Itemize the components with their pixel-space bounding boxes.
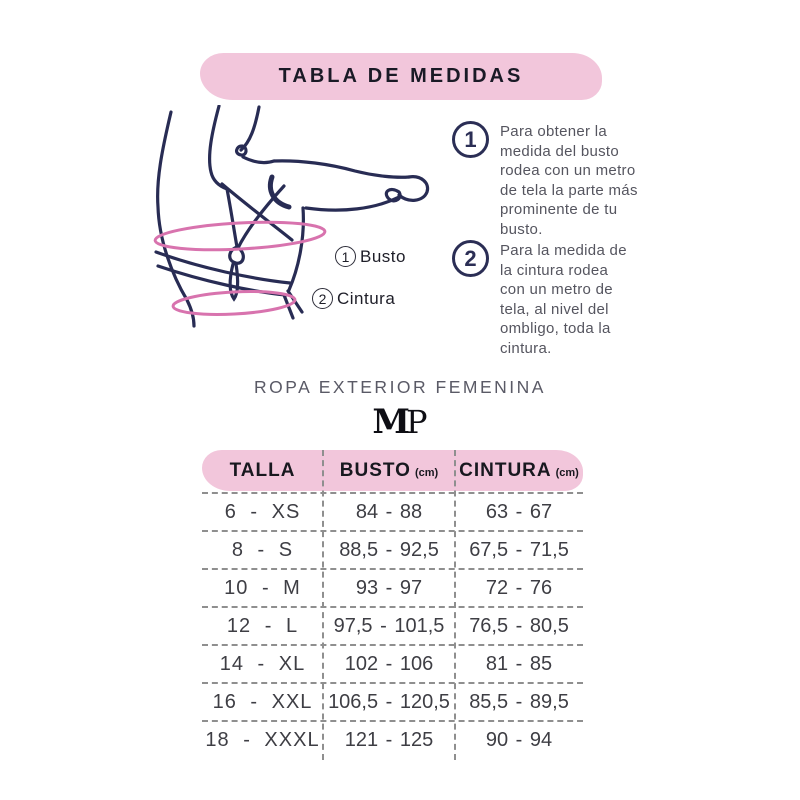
bust-measure-tag xyxy=(335,246,406,267)
bust-label: Busto xyxy=(360,246,406,266)
title-banner-blob xyxy=(200,53,602,100)
step-2-text: Para la medida de la cintura rodea con un metro de tela, al nivel del ombligo, toda la cintura. xyxy=(500,242,627,357)
step-2-number-icon xyxy=(452,240,489,277)
table-row: 18 - XXXL 121 - 125 90 - 94 xyxy=(202,720,583,758)
table-row: 10 - M 93 - 97 72 - 76 xyxy=(202,568,583,606)
section-heading: ROPA EXTERIOR FEMENINA xyxy=(254,377,546,397)
header-busto: BUSTO (cm) xyxy=(339,459,439,481)
table-row: 8 - S 88,5 - 92,5 67,5 - 71,5 xyxy=(202,530,583,568)
step-1-number-icon xyxy=(452,121,489,158)
header-busto-unit: (cm) xyxy=(414,466,439,479)
table-row: 16 - XXL 106,5 - 120,5 85,5 - 89,5 xyxy=(202,682,583,720)
table-row: 6 - XS 84 - 88 63 - 67 xyxy=(202,492,583,530)
header-cintura: CINTURA (cm) xyxy=(459,459,579,481)
waist-measure-ellipse xyxy=(173,289,296,317)
header-cintura-unit: (cm) xyxy=(555,466,579,479)
header-talla: TALLA xyxy=(229,459,296,481)
brand-logo xyxy=(0,402,800,442)
table-column-divider xyxy=(322,450,324,760)
brand-logo-p: P xyxy=(406,403,428,441)
page-title: TABLA DE MEDIDAS xyxy=(278,65,524,87)
table-row: 14 - XL 102 - 106 81 - 85 xyxy=(202,644,583,682)
step-1-number: 1 xyxy=(464,126,477,152)
table-header-row xyxy=(202,450,583,491)
waist-number-badge xyxy=(312,288,333,309)
brand-logo-m: M xyxy=(372,402,411,442)
instruction-step-2 xyxy=(452,240,652,358)
waist-badge-number: 2 xyxy=(318,290,327,307)
step-1-text: Para obtener la medida del busto rodea con un metro de tela la parte más prominente de tu busto. xyxy=(500,123,638,238)
table-row: 12 - L 97,5 - 101,5 76,5 - 80,5 xyxy=(202,606,583,644)
waist-label: Cintura xyxy=(337,288,396,308)
step-2-number: 2 xyxy=(464,245,477,271)
table-body xyxy=(202,492,583,758)
instruction-step-1 xyxy=(452,121,652,239)
bust-number-badge xyxy=(335,246,356,267)
table-column-divider xyxy=(454,450,456,760)
torso-measurement-illustration xyxy=(140,105,440,360)
bust-badge-number: 1 xyxy=(341,248,350,265)
size-table xyxy=(202,450,583,762)
waist-measure-tag xyxy=(312,288,395,309)
